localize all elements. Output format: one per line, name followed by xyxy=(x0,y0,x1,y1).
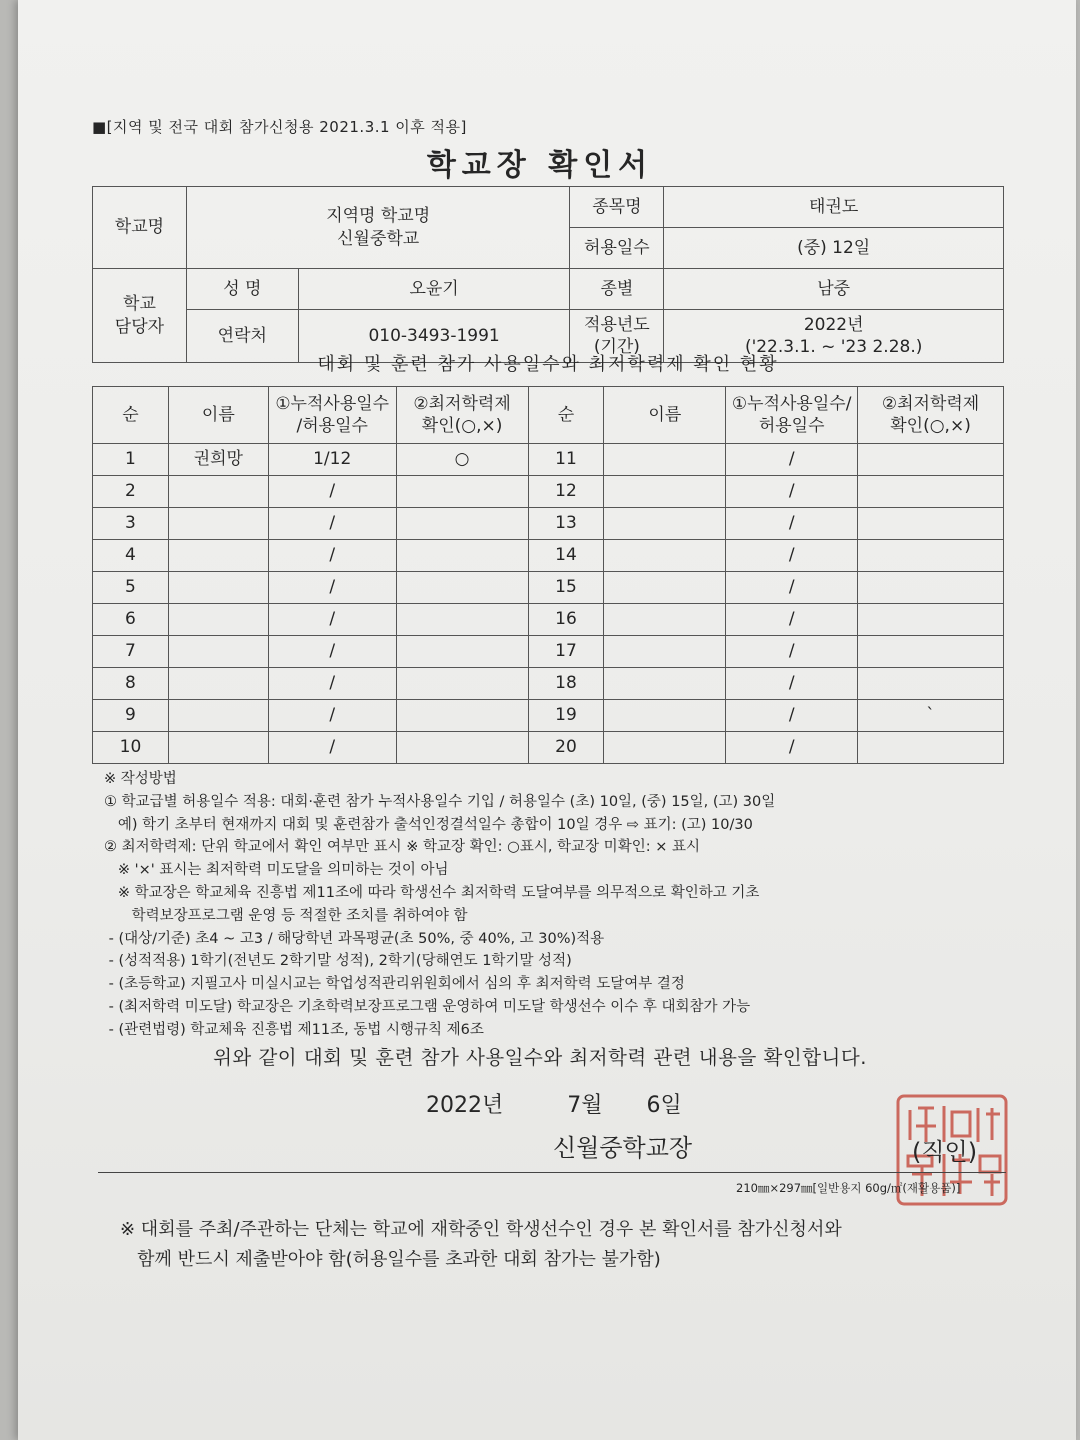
row-days: 1/12 xyxy=(268,444,396,476)
row-name-right xyxy=(604,668,726,700)
row-name-right xyxy=(604,540,726,572)
footer-line: ※ 대회를 주최/주관하는 단체는 학교에 재학중인 학생선수인 경우 본 확인서를 참가신청서와 xyxy=(120,1219,842,1240)
instruction-line: ※ 작성방법 xyxy=(104,771,177,787)
row-name: 권희망 xyxy=(168,444,268,476)
row-days-right: / xyxy=(726,700,858,732)
row-name xyxy=(168,732,268,764)
row-number-right: 17 xyxy=(528,636,604,668)
row-check xyxy=(396,476,528,508)
row-days-right: / xyxy=(726,476,858,508)
row-name-right xyxy=(604,604,726,636)
staff-label-line1: 학교 xyxy=(123,294,156,315)
row-days: / xyxy=(268,668,396,700)
row-check-right xyxy=(858,572,1004,604)
row-number: 5 xyxy=(93,572,169,604)
row-check-right xyxy=(858,668,1004,700)
row-check-right xyxy=(858,636,1004,668)
table-row xyxy=(93,476,1004,508)
region-school-label: 지역명 학교명 xyxy=(326,206,431,227)
principal-signature: 신월중학교장 xyxy=(553,1134,693,1162)
row-number: 9 xyxy=(93,700,169,732)
row-name xyxy=(168,572,268,604)
instruction-line: 학력보장프로그램 운영 등 적절한 조치를 취하여야 함 xyxy=(104,907,468,924)
date-line xyxy=(426,1088,682,1119)
page-title: 학교장 확인서 xyxy=(426,148,654,183)
staff-label-line2: 담당자 xyxy=(114,316,165,337)
row-name xyxy=(168,668,268,700)
row-days: / xyxy=(268,572,396,604)
header-days-right-line1: ①누적사용일수/ xyxy=(731,393,852,414)
header-no-right: 순 xyxy=(528,387,604,444)
row-check-right xyxy=(858,540,1004,572)
row-check xyxy=(396,636,528,668)
header-check-right xyxy=(858,387,1004,444)
row-name xyxy=(168,540,268,572)
row-check-right xyxy=(858,604,1004,636)
category-value: 남중 xyxy=(664,269,1004,310)
school-name-cell xyxy=(186,187,570,269)
row-days: / xyxy=(268,604,396,636)
header-days xyxy=(268,387,396,444)
row-check xyxy=(396,604,528,636)
instruction-line: 예) 학기 초부터 현재까지 대회 및 훈련참가 출석인정결석일수 총합이 10일 경우 ⇨ 표기: (고) 10/30 xyxy=(104,816,753,833)
row-number: 10 xyxy=(93,732,169,764)
row-name xyxy=(168,700,268,732)
row-name xyxy=(168,604,268,636)
footer-note xyxy=(120,1215,842,1275)
row-name-right xyxy=(604,508,726,540)
contact-label: 연락처 xyxy=(186,310,298,363)
event-value: 태권도 xyxy=(664,187,1004,228)
category-label: 종별 xyxy=(570,269,664,310)
instruction-line: ※ '×' 표시는 최저학력 미도달을 의미하는 것이 아님 xyxy=(104,862,449,879)
table-row xyxy=(93,444,1004,476)
instruction-line: - (성적적용) 1학기(전년도 2학기말 성적), 2학기(당해연도 1학기말 성적) xyxy=(104,953,572,970)
instructions xyxy=(104,768,1004,1042)
header-check-right-line2: 확인(○,×) xyxy=(890,416,971,436)
row-days-right: / xyxy=(726,572,858,604)
instruction-line: ※ 학교장은 학교체육 진흥법 제11조에 따라 학생선수 최저학력 도달여부를 의무적으로 확인하고 기초 xyxy=(104,884,760,901)
year-value: 2022년 xyxy=(803,314,864,335)
row-number: 3 xyxy=(93,508,169,540)
row-days-right: / xyxy=(726,732,858,764)
row-check xyxy=(396,732,528,764)
row-name-right xyxy=(604,732,726,764)
header-name-right: 이름 xyxy=(604,387,726,444)
row-check-right xyxy=(858,508,1004,540)
footer-line: 함께 반드시 제출받아야 함(허용일수를 초과한 대회 참가는 불가함) xyxy=(120,1249,661,1270)
row-name-right xyxy=(604,636,726,668)
table-row xyxy=(93,636,1004,668)
row-check-right: ` xyxy=(858,700,1004,732)
row-days-right: / xyxy=(726,508,858,540)
pre-header: ■[지역 및 전국 대회 참가신청용 2021.3.1 이후 적용] xyxy=(92,118,467,136)
header-check-right-line1: ②최저학력제 xyxy=(881,393,980,414)
row-name xyxy=(168,636,268,668)
year-label-line2: (기간) xyxy=(593,337,640,357)
info-table xyxy=(92,186,1004,363)
table-row xyxy=(93,668,1004,700)
row-check xyxy=(396,508,528,540)
row-number-right: 14 xyxy=(528,540,604,572)
name-value: 오윤기 xyxy=(298,269,570,310)
date-day: 6일 xyxy=(646,1093,682,1118)
header-check xyxy=(396,387,528,444)
seal-label: (직인) xyxy=(912,1138,978,1166)
paper-spec: 210㎜×297㎜[일반용지 60g/㎡(재활용품)] xyxy=(736,1181,961,1195)
row-days: / xyxy=(268,476,396,508)
date-month: 7월 xyxy=(567,1093,603,1118)
row-number: 4 xyxy=(93,540,169,572)
row-number: 6 xyxy=(93,604,169,636)
row-number: 7 xyxy=(93,636,169,668)
header-days-right xyxy=(726,387,858,444)
row-days: / xyxy=(268,508,396,540)
event-label: 종목명 xyxy=(570,187,664,228)
row-number-right: 12 xyxy=(528,476,604,508)
row-name-right xyxy=(604,444,726,476)
section-title: 대회 및 훈련 참가 사용일수와 최저학력제 확인 현황 xyxy=(317,354,779,375)
row-check: ○ xyxy=(396,444,528,476)
instruction-line: - (초등학교) 지필고사 미실시교는 학업성적관리위원회에서 심의 후 최저학력 도달여부 결정 xyxy=(104,976,685,993)
row-number-right: 13 xyxy=(528,508,604,540)
instruction-line: - (최저학력 미도달) 학교장은 기초학력보장프로그램 운영하여 미도달 학생선수 이수 후 대회참가 가능 xyxy=(104,998,751,1015)
header-days-right-line2: 허용일수 xyxy=(758,416,825,436)
row-number: 8 xyxy=(93,668,169,700)
row-check-right xyxy=(858,444,1004,476)
instruction-line: ② 최저학력제: 단위 학교에서 확인 여부만 표시 ※ 학교장 확인: ○표시, 학교장 미확인: × 표시 xyxy=(104,839,700,856)
header-days-line2: /허용일수 xyxy=(296,416,368,436)
row-days-right: / xyxy=(726,444,858,476)
row-days: / xyxy=(268,540,396,572)
header-no: 순 xyxy=(93,387,169,444)
school-name: 신월중학교 xyxy=(337,228,420,249)
participants-table xyxy=(92,386,1004,764)
allowed-days-label: 허용일수 xyxy=(570,228,664,269)
row-number-right: 16 xyxy=(528,604,604,636)
header-check-line1: ②최저학력제 xyxy=(413,393,511,414)
instruction-line: ① 학교급별 허용일수 적용: 대회·훈련 참가 누적사용일수 기입 / 허용일수 (초) 10일, (중) 15일, (고) 30일 xyxy=(104,793,776,810)
row-name-right xyxy=(604,700,726,732)
table-row xyxy=(93,540,1004,572)
instruction-line: - (대상/기준) 초4 ~ 고3 / 해당학년 과목평균(초 50%, 중 40%, 고 30%)적용 xyxy=(104,930,605,947)
table-row xyxy=(93,732,1004,764)
row-number-right: 19 xyxy=(528,700,604,732)
row-number-right: 15 xyxy=(528,572,604,604)
row-days-right: / xyxy=(726,540,858,572)
confirmation-statement: 위와 같이 대회 및 훈련 참가 사용일수와 최저학력 관련 내용을 확인합니다. xyxy=(213,1046,867,1069)
row-number: 2 xyxy=(93,476,169,508)
row-days: / xyxy=(268,636,396,668)
row-name xyxy=(168,508,268,540)
row-check xyxy=(396,668,528,700)
row-number-right: 11 xyxy=(528,444,604,476)
header-check-line2: 확인(○,×) xyxy=(421,416,503,436)
row-name-right xyxy=(604,572,726,604)
year-label-line1: 적용년도 xyxy=(584,314,650,335)
table-row xyxy=(93,508,1004,540)
row-days: / xyxy=(268,732,396,764)
school-label: 학교명 xyxy=(93,187,187,269)
row-number: 1 xyxy=(93,444,169,476)
row-check xyxy=(396,700,528,732)
row-number-right: 20 xyxy=(528,732,604,764)
row-check-right xyxy=(858,476,1004,508)
row-days: / xyxy=(268,700,396,732)
table-row xyxy=(93,700,1004,732)
row-days-right: / xyxy=(726,604,858,636)
row-days-right: / xyxy=(726,668,858,700)
allowed-days-value: (중) 12일 xyxy=(664,228,1004,269)
row-check xyxy=(396,540,528,572)
header-days-line1: ①누적사용일수 xyxy=(275,393,390,414)
date-year: 2022년 xyxy=(426,1093,504,1118)
header-name: 이름 xyxy=(168,387,268,444)
contact-value: 010-3493-1991 xyxy=(298,310,570,363)
instruction-line: - (관련법령) 학교체육 진흥법 제11조, 동법 시행규칙 제6조 xyxy=(104,1021,484,1038)
period-value: ('22.3.1. ~ '23 2.28.) xyxy=(744,337,923,357)
row-number-right: 18 xyxy=(528,668,604,700)
row-check-right xyxy=(858,732,1004,764)
table-row xyxy=(93,604,1004,636)
table-row xyxy=(93,572,1004,604)
row-days-right: / xyxy=(726,636,858,668)
row-name xyxy=(168,476,268,508)
row-check xyxy=(396,572,528,604)
name-label: 성 명 xyxy=(186,269,298,310)
table-header-row xyxy=(93,387,1004,444)
row-name-right xyxy=(604,476,726,508)
staff-label xyxy=(93,269,187,363)
divider xyxy=(98,1172,1006,1173)
